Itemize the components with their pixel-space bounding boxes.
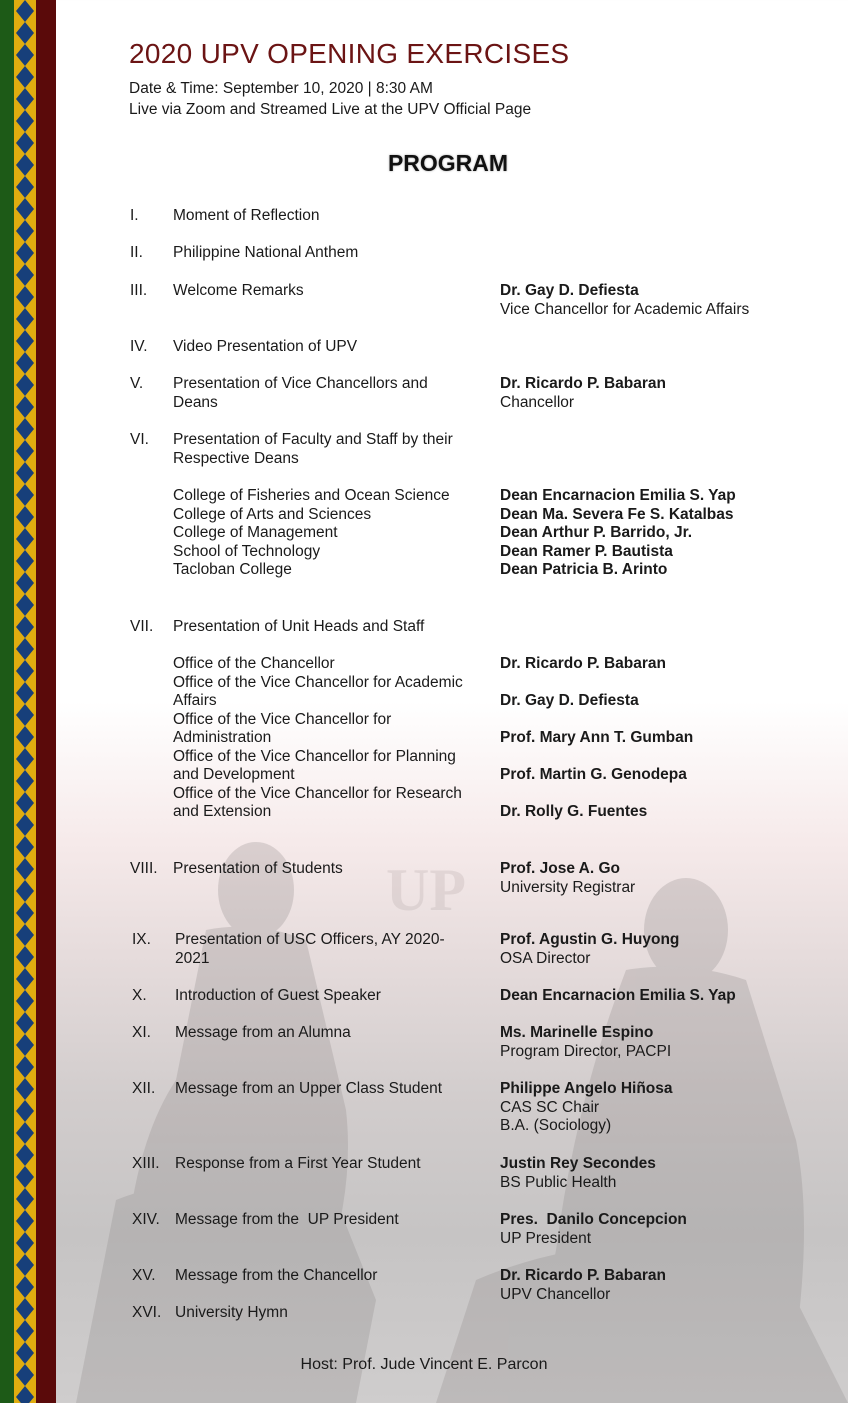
- speaker-role: UPV Chancellor: [500, 1285, 611, 1303]
- item-speaker: [500, 375, 820, 412]
- item-title: Video Presentation of UPV: [173, 338, 358, 355]
- host-credit: Host: Prof. Jude Vincent E. Parcon: [300, 1356, 548, 1373]
- item-number: XIV.: [132, 1211, 160, 1228]
- item-number: V.: [130, 375, 144, 392]
- dean-name: Dean Arthur P. Barrido, Jr.: [500, 524, 693, 541]
- item-number: IV.: [130, 338, 148, 355]
- unit-head-name: Dr. Gay D. Defiesta: [500, 692, 639, 709]
- college-list: [173, 487, 493, 580]
- item-number: VII.: [130, 618, 154, 635]
- unit-name: Office of the Chancellor: [173, 655, 335, 672]
- speaker-name: Prof. Agustin G. Huyong: [500, 931, 680, 948]
- item-title: Presentation of USC Officers, AY 2020-2021: [175, 931, 445, 967]
- college-name: Tacloban College: [173, 561, 292, 578]
- speaker-name: Philippe Angelo Hiñosa: [500, 1080, 673, 1097]
- item-number: III.: [130, 282, 148, 299]
- unit-head-name: Dr. Ricardo P. Babaran: [500, 655, 666, 672]
- diamond-pattern: [14, 0, 36, 1403]
- item-number: I.: [130, 207, 139, 224]
- event-datetime: Date & Time: September 10, 2020 | 8:30 AM: [129, 80, 433, 97]
- speaker-name: Dr. Ricardo P. Babaran: [500, 1267, 666, 1284]
- item-number: XII.: [132, 1080, 156, 1097]
- dean-list: [500, 487, 830, 580]
- dean-name: Dean Encarnacion Emilia S. Yap: [500, 487, 736, 504]
- college-name: School of Technology: [173, 542, 321, 560]
- item-number: VIII.: [130, 860, 158, 877]
- item-number: XIII.: [132, 1155, 160, 1172]
- speaker-name: Justin Rey Secondes: [500, 1155, 656, 1172]
- item-speaker: [500, 860, 820, 897]
- speaker-role: University Registrar: [500, 878, 636, 896]
- speaker-name: Dr. Ricardo P. Babaran: [500, 375, 666, 392]
- speaker-role: BS Public Health: [500, 1173, 617, 1191]
- college-name: College of Management: [173, 524, 338, 541]
- speaker-name: Ms. Marinelle Espino: [500, 1024, 654, 1041]
- item-title: University Hymn: [175, 1304, 288, 1321]
- unit-name: Office of the Vice Chancellor for Administration: [173, 710, 392, 746]
- item-title: Welcome Remarks: [173, 282, 304, 299]
- speaker-role: UP President: [500, 1229, 592, 1247]
- item-title: Message from the Chancellor: [175, 1267, 378, 1284]
- item-number: XV.: [132, 1267, 156, 1284]
- unit-head-name: Dr. Rolly G. Fuentes: [500, 803, 648, 820]
- border-diamond-stripe: [14, 0, 36, 1403]
- item-number: X.: [132, 987, 147, 1004]
- item-speaker: [500, 1155, 820, 1192]
- border-green-stripe: [0, 0, 14, 1403]
- item-title: Response from a First Year Student: [175, 1155, 421, 1172]
- speaker-role: Vice Chancellor for Academic Affairs: [500, 300, 750, 318]
- decorative-border: [0, 0, 56, 1403]
- item-title: Introduction of Guest Speaker: [175, 987, 381, 1004]
- dean-name: Dean Ramer P. Bautista: [500, 542, 673, 560]
- item-title: Presentation of Students: [173, 860, 343, 877]
- unit-list: [173, 655, 483, 822]
- item-speaker: [500, 931, 820, 968]
- unit-name: Office of the Vice Chancellor for Research and Extension: [173, 784, 462, 820]
- college-name: College of Arts and Sciences: [173, 505, 372, 523]
- college-name: College of Fisheries and Ocean Science: [173, 487, 450, 504]
- item-title: Presentation of Faculty and Staff by their Respective Deans: [173, 431, 453, 467]
- item-title: Message from an Upper Class Student: [175, 1080, 443, 1097]
- item-number: VI.: [130, 431, 149, 448]
- event-venue: Live via Zoom and Streamed Live at the UPV Official Page: [129, 101, 532, 118]
- speaker-name: Dean Encarnacion Emilia S. Yap: [500, 987, 736, 1004]
- item-title: Presentation of Vice Chancellors and Deans: [173, 375, 428, 411]
- speaker-role: B.A. (Sociology): [500, 1117, 612, 1134]
- item-number: II.: [130, 244, 143, 261]
- svg-text:UP: UP: [386, 857, 466, 923]
- item-number: XI.: [132, 1024, 151, 1041]
- speaker-role: OSA Director: [500, 949, 591, 967]
- speaker-name: Pres. Danilo Concepcion: [500, 1211, 687, 1228]
- border-maroon-stripe: [36, 0, 56, 1403]
- item-speaker: [500, 1080, 820, 1136]
- item-speaker: [500, 987, 820, 1006]
- speaker-name: Prof. Jose A. Go: [500, 860, 621, 877]
- speaker-name: Dr. Gay D. Defiesta: [500, 282, 639, 299]
- page-title: 2020 UPV OPENING EXERCISES: [129, 38, 570, 69]
- unit-name: Office of the Vice Chancellor for Academic Affairs: [173, 673, 463, 709]
- item-title: Moment of Reflection: [173, 207, 320, 224]
- item-number: XVI.: [132, 1304, 162, 1321]
- unit-head-name: Prof. Mary Ann T. Gumban: [500, 729, 694, 746]
- item-title: Presentation of Unit Heads and Staff: [173, 618, 425, 635]
- item-speaker: [500, 1024, 820, 1061]
- program-heading: PROGRAM: [387, 150, 509, 176]
- unit-name: Office of the Vice Chancellor for Planning and Development: [173, 747, 456, 783]
- speaker-role: Chancellor: [500, 393, 575, 411]
- unit-head-name: Prof. Martin G. Genodepa: [500, 766, 687, 783]
- item-speaker: [500, 1267, 820, 1304]
- speaker-role: Program Director, PACPI: [500, 1042, 672, 1060]
- item-title: Message from an Alumna: [175, 1024, 351, 1041]
- speaker-role: CAS SC Chair: [500, 1098, 600, 1116]
- item-title: Philippine National Anthem: [173, 244, 359, 261]
- item-speaker: [500, 1211, 820, 1248]
- item-speaker: [500, 282, 820, 319]
- item-number: IX.: [132, 931, 151, 948]
- dean-name: Dean Ma. Severa Fe S. Katalbas: [500, 505, 734, 523]
- item-title: Message from the UP President: [175, 1211, 399, 1228]
- dean-name: Dean Patricia B. Arinto: [500, 561, 668, 578]
